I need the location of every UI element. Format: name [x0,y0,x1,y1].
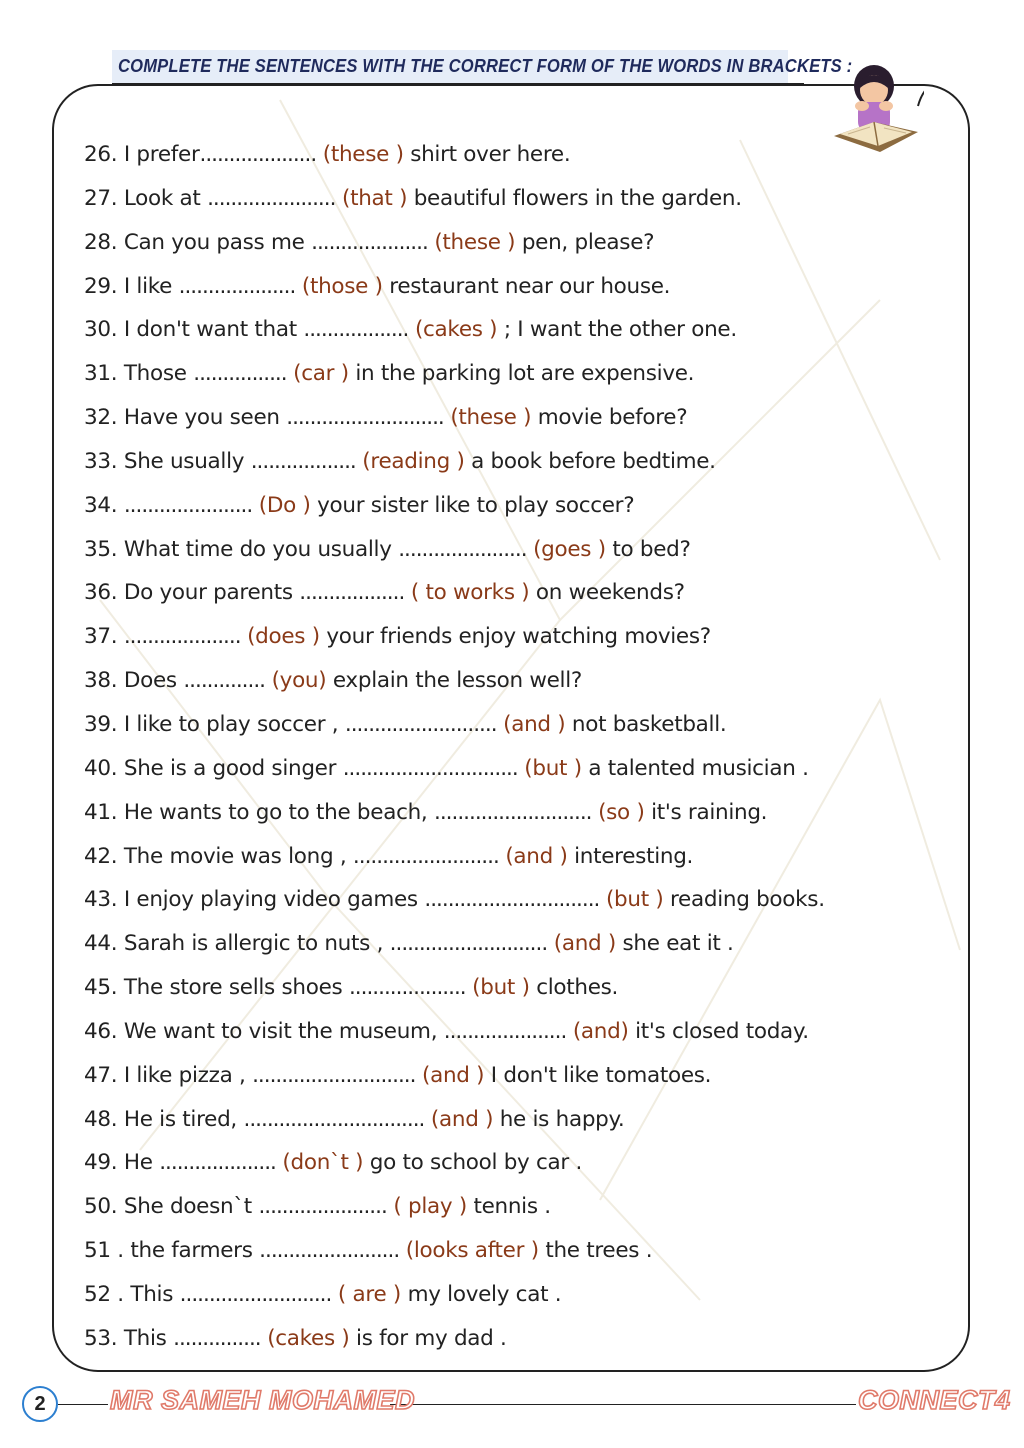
bracket-word: (those ) [301,273,383,299]
answer-blank: .................... [123,624,241,650]
answer-blank: ........................... [389,931,548,957]
bracket-word: (and ) [503,711,566,737]
question-item: 31. Those ................ (car ) in the parking lot are expensive. [84,361,695,387]
answer-blank: ...................... [123,492,253,518]
answer-blank: .................. [250,448,356,474]
answer-blank: ............................ [252,1062,416,1088]
answer-blank: .................... [348,975,466,1001]
questions-list [84,137,825,1365]
answer-blank: .................... [159,1150,276,1176]
answer-blank: ............... [173,1325,261,1351]
bracket-word: (and ) [422,1062,485,1088]
question-item: 32. Have you seen ........................... (these ) movie before? [84,405,688,431]
answer-blank: .......................... [344,711,497,737]
bracket-word: (these ) [450,405,532,431]
answer-blank: ...................... [398,536,527,562]
answer-blank: .............. [183,668,266,694]
answer-blank: ......................... [352,843,499,869]
question-item: 51 . the farmers ........................ (looks after ) the trees . [84,1238,653,1264]
brand-logo: CONNECT4 [858,1385,1011,1415]
bracket-word: (that ) [341,185,408,211]
bracket-word: ( play ) [393,1194,467,1220]
question-item: 44. Sarah is allergic to nuts , ........................... (and ) she eat it . [84,931,734,957]
question-item: 53. This ............... (cakes ) is for my dad . [84,1325,507,1351]
answer-blank: .............................. [424,887,600,913]
question-item: 37. .................... (does ) your friends enjoy watching movies? [84,624,711,650]
bracket-word: (cakes ) [267,1325,350,1351]
question-item: 41. He wants to go to the beach, ........................... (so ) it's raining. [84,799,768,825]
instructions-title: COMPLETE THE SENTENCES WITH THE CORRECT FORM OF THE WORDS IN BRACKETS : [118,56,853,76]
bracket-word: (Do ) [258,492,311,518]
question-item: 42. The movie was long , ......................... (and ) interesting. [84,843,694,869]
answer-blank: ................ [193,361,287,387]
answer-blank: ..................... [443,1018,567,1044]
question-item: 34. ...................... (Do ) your sister like to play soccer? [84,492,635,518]
question-item: 49. He .................... (don`t ) go to school by car . [84,1150,583,1176]
bracket-word: (cakes ) [414,317,498,343]
bracket-word: (so ) [598,799,645,825]
answer-blank: ............................... [243,1106,425,1132]
question-item: 39. I like to play soccer , .......................... (and ) not basketball. [84,711,727,737]
answer-blank: .................... [311,229,428,255]
bracket-word: (these ) [434,229,516,255]
bracket-word: (and ) [430,1106,494,1132]
footer-line-middle [390,1404,856,1405]
bracket-word: (but ) [472,975,530,1001]
question-item: 45. The store sells shoes .................... (but ) clothes. [84,975,619,1001]
bracket-word: (these ) [322,142,404,167]
page-number: 2 [22,1386,58,1422]
question-item: 30. I don't want that .................. (cakes ) ; I want the other one. [84,317,737,343]
bracket-word: (and) [572,1018,629,1044]
bracket-word: (goes ) [533,536,606,562]
question-item: 35. What time do you usually ...................... (goes ) to bed? [84,536,691,562]
bracket-word: (does ) [247,624,320,650]
answer-blank: ........................... [433,799,592,825]
question-item: 52 . This .......................... ( are ) my lovely cat . [84,1281,562,1307]
question-item: 38. Does .............. (you) explain the lesson well? [84,668,582,694]
bracket-word: (you) [271,668,327,694]
question-item: 36. Do your parents .................. ( to works ) on weekends? [84,580,685,606]
question-item: 28. Can you pass me .................... (these ) pen, please? [84,229,655,255]
answer-blank: ...................... [207,185,336,211]
answer-blank: ...................... [258,1194,387,1220]
answer-blank: .......................... [179,1281,332,1307]
question-item: 29. I like .................... (those ) restaurant near our house. [84,273,671,299]
bracket-word: (and ) [505,843,568,869]
question-item: 50. She doesn`t ...................... ( play ) tennis . [84,1194,551,1220]
girl-reading-illustration [828,60,924,164]
answer-blank: .................... [199,142,317,167]
bracket-word: ( are ) [337,1281,402,1307]
bracket-word: (reading ) [362,448,465,474]
teacher-name: MR SAMEH MOHAMED [110,1385,415,1415]
bracket-word: (but ) [605,887,664,913]
question-item: 46. We want to visit the museum, ..................... (and) it's closed today. [84,1018,809,1044]
bracket-word: (but ) [524,755,582,781]
answer-blank: .............................. [342,755,518,781]
bracket-word: (looks after ) [405,1238,539,1264]
question-item: 43. I enjoy playing video games .............................. (but ) reading books. [84,887,825,913]
question-item: 48. He is tired, ............................... (and ) he is happy. [84,1106,625,1132]
bracket-word: (car ) [293,361,349,387]
question-item: 26. I prefer.................... (these ) shirt over here. [84,142,571,167]
question-item: 47. I like pizza , ............................ (and ) I don't like tomatoes. [84,1062,712,1088]
answer-blank: .................... [178,273,296,299]
bracket-word: (and ) [553,931,616,957]
question-item: 33. She usually .................. (reading ) a book before bedtime. [84,448,716,474]
footer-line-left [58,1404,108,1405]
bracket-word: (don`t ) [282,1150,364,1176]
answer-blank: ........................ [259,1238,400,1264]
bracket-word: ( to works ) [410,580,530,606]
answer-blank: .................. [299,580,405,606]
question-item: 40. She is a good singer .............................. (but ) a talented musician . [84,755,809,781]
answer-blank: .................. [303,317,409,343]
answer-blank: ........................... [286,405,444,431]
question-item: 27. Look at ...................... (that ) beautiful flowers in the garden. [84,185,742,211]
